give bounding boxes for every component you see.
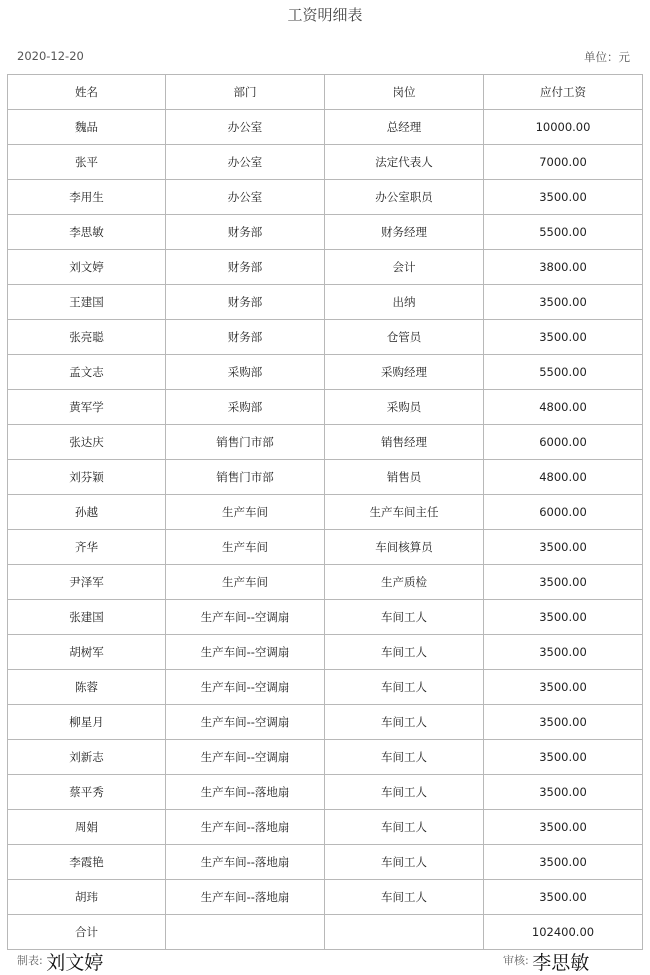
salary-cell: 3500.00 [484,740,643,775]
position-cell: 采购经理 [325,355,484,390]
name-cell: 张建国 [8,600,166,635]
salary-table-body [8,110,643,915]
name-cell: 李用生 [8,180,166,215]
department-cell: 财务部 [166,320,325,355]
table-row [8,810,643,845]
salary-cell: 3500.00 [484,635,643,670]
salary-cell: 10000.00 [484,110,643,145]
currency-unit: 单位：元 [584,50,630,64]
name-cell: 李思敏 [8,215,166,250]
header-salary: 应付工资 [484,75,643,110]
department-cell: 生产车间 [166,495,325,530]
department-cell: 生产车间--空调扇 [166,600,325,635]
reviewed-by-label: 审核: [503,954,529,967]
position-cell: 仓管员 [325,320,484,355]
name-cell: 刘新志 [8,740,166,775]
name-cell: 陈蓉 [8,670,166,705]
salary-cell: 3500.00 [484,180,643,215]
position-cell: 车间工人 [325,810,484,845]
department-cell: 销售门市部 [166,425,325,460]
department-cell: 采购部 [166,355,325,390]
prepared-by-label: 制表: [17,954,43,967]
salary-cell: 3500.00 [484,775,643,810]
salary-cell: 3500.00 [484,845,643,880]
name-cell: 孟文志 [8,355,166,390]
department-cell: 生产车间--空调扇 [166,740,325,775]
department-cell: 生产车间 [166,565,325,600]
salary-cell: 3500.00 [484,530,643,565]
table-row [8,425,643,460]
table-row [8,180,643,215]
position-cell: 财务经理 [325,215,484,250]
table-row [8,215,643,250]
department-cell: 生产车间--落地扇 [166,845,325,880]
department-cell: 财务部 [166,285,325,320]
name-cell: 孙越 [8,495,166,530]
position-cell: 车间工人 [325,775,484,810]
salary-cell: 3500.00 [484,880,643,915]
total-label: 合计 [8,915,166,950]
salary-cell: 3500.00 [484,810,643,845]
salary-cell: 3500.00 [484,670,643,705]
name-cell: 胡树军 [8,635,166,670]
department-cell: 财务部 [166,250,325,285]
name-cell: 周娟 [8,810,166,845]
department-cell: 销售门市部 [166,460,325,495]
table-row [8,495,643,530]
name-cell: 李霞艳 [8,845,166,880]
position-cell: 车间工人 [325,600,484,635]
prepared-by [17,948,103,975]
table-row [8,110,643,145]
reviewed-by-signature: 李思敏 [532,952,590,974]
position-cell: 车间工人 [325,705,484,740]
table-row [8,740,643,775]
salary-table-header [8,75,643,110]
document-title: 工资明细表 [287,6,363,24]
table-row [8,705,643,740]
total-row [8,915,643,950]
table-row [8,285,643,320]
total-position-cell [325,915,484,950]
department-cell: 办公室 [166,145,325,180]
position-cell: 车间工人 [325,740,484,775]
salary-cell: 3800.00 [484,250,643,285]
position-cell: 车间工人 [325,845,484,880]
table-row [8,565,643,600]
table-row [8,845,643,880]
position-cell: 销售经理 [325,425,484,460]
name-cell: 胡玮 [8,880,166,915]
salary-cell: 3500.00 [484,285,643,320]
position-cell: 生产质检 [325,565,484,600]
position-cell: 法定代表人 [325,145,484,180]
department-cell: 生产车间--落地扇 [166,775,325,810]
salary-cell: 3500.00 [484,320,643,355]
salary-cell: 6000.00 [484,425,643,460]
document-date: 2020-12-20 [17,49,84,63]
table-row [8,880,643,915]
name-cell: 张平 [8,145,166,180]
position-cell: 办公室职员 [325,180,484,215]
position-cell: 车间工人 [325,670,484,705]
table-row [8,775,643,810]
department-cell: 生产车间--空调扇 [166,705,325,740]
name-cell: 尹泽军 [8,565,166,600]
position-cell: 会计 [325,250,484,285]
table-row [8,320,643,355]
department-cell: 办公室 [166,110,325,145]
table-row [8,250,643,285]
salary-table-footer [8,915,643,950]
department-cell: 生产车间--空调扇 [166,635,325,670]
name-cell: 蔡平秀 [8,775,166,810]
name-cell: 齐华 [8,530,166,565]
header-row [8,75,643,110]
header-position: 岗位 [325,75,484,110]
name-cell: 魏品 [8,110,166,145]
table-row [8,670,643,705]
position-cell: 总经理 [325,110,484,145]
salary-cell: 5500.00 [484,355,643,390]
salary-cell: 3500.00 [484,600,643,635]
department-cell: 生产车间--落地扇 [166,810,325,845]
table-row [8,600,643,635]
table-row [8,145,643,180]
name-cell: 王建国 [8,285,166,320]
position-cell: 销售员 [325,460,484,495]
salary-cell: 4800.00 [484,460,643,495]
position-cell: 车间核算员 [325,530,484,565]
name-cell: 张亮聪 [8,320,166,355]
position-cell: 生产车间主任 [325,495,484,530]
salary-cell: 3500.00 [484,705,643,740]
table-row [8,355,643,390]
department-cell: 办公室 [166,180,325,215]
salary-cell: 3500.00 [484,565,643,600]
position-cell: 车间工人 [325,880,484,915]
name-cell: 张达庆 [8,425,166,460]
header-name: 姓名 [8,75,166,110]
name-cell: 柳星月 [8,705,166,740]
position-cell: 采购员 [325,390,484,425]
department-cell: 采购部 [166,390,325,425]
header-department: 部门 [166,75,325,110]
total-amount: 102400.00 [484,915,643,950]
position-cell: 出纳 [325,285,484,320]
salary-cell: 7000.00 [484,145,643,180]
salary-table [7,74,643,950]
name-cell: 刘芬颖 [8,460,166,495]
department-cell: 生产车间--空调扇 [166,670,325,705]
position-cell: 车间工人 [325,635,484,670]
salary-cell: 6000.00 [484,495,643,530]
salary-cell: 4800.00 [484,390,643,425]
department-cell: 财务部 [166,215,325,250]
table-row [8,390,643,425]
table-row [8,530,643,565]
department-cell: 生产车间 [166,530,325,565]
name-cell: 刘文婷 [8,250,166,285]
table-row [8,635,643,670]
total-department-cell [166,915,325,950]
prepared-by-signature: 刘文婷 [46,952,104,974]
reviewed-by [503,948,589,975]
table-row [8,460,643,495]
name-cell: 黄军学 [8,390,166,425]
department-cell: 生产车间--落地扇 [166,880,325,915]
salary-cell: 5500.00 [484,215,643,250]
